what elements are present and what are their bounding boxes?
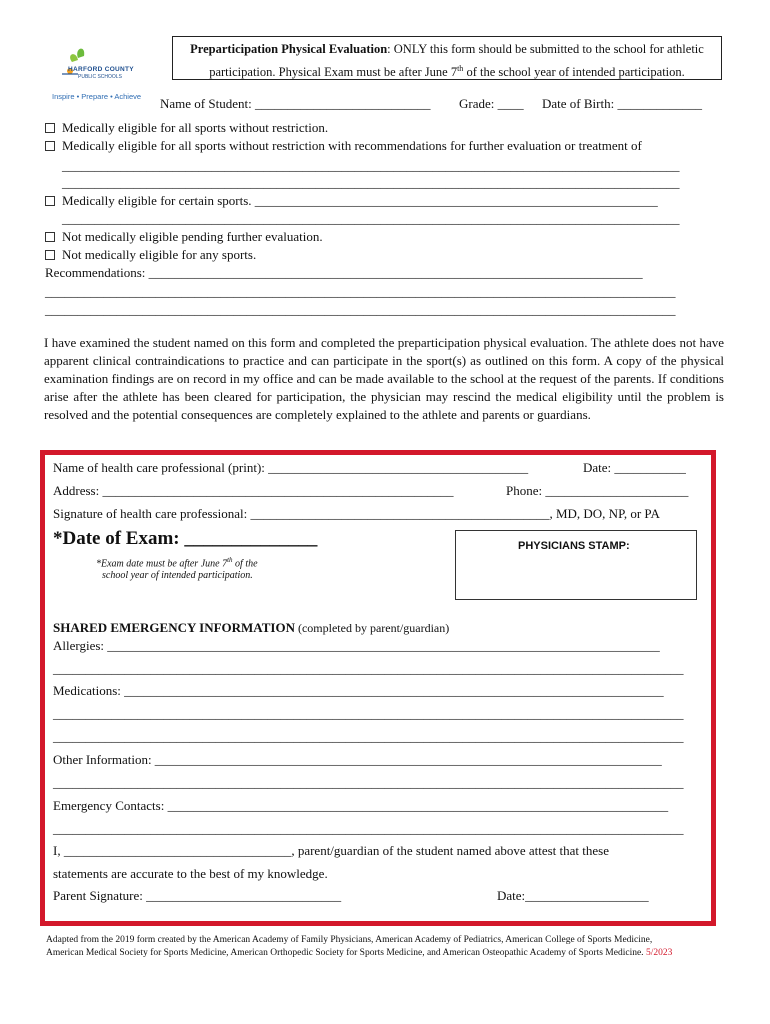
medications-field[interactable]: Medications: ___________________________________________________________________________________: [53, 683, 664, 698]
checkbox[interactable]: [45, 196, 55, 206]
blank-line[interactable]: _________________________________________________________________________________________________: [53, 821, 684, 836]
blank-line[interactable]: _________________________________________________________________________________________________: [45, 302, 676, 317]
parent-date-field[interactable]: Date:___________________: [497, 888, 649, 903]
dob-field[interactable]: Date of Birth: _____________: [542, 96, 702, 111]
provider-name-field[interactable]: Name of health care professional (print): ________________________________________: [53, 460, 529, 475]
option-eligible-with-recommendations[interactable]: [45, 138, 642, 154]
form-title-rest: : ONLY this form should be submitted to the school for athletic: [387, 42, 704, 56]
option-label: Medically eligible for all sports without restriction with recommendations for further evaluation or treatment of: [62, 138, 642, 153]
logo-tagline: Inspire • Prepare • Achieve: [52, 92, 142, 101]
student-name-field[interactable]: Name of Student: ___________________________: [160, 96, 431, 111]
emergency-heading: [53, 620, 449, 636]
date-of-exam-field[interactable]: *Date of Exam: ______________: [53, 528, 318, 549]
checkbox[interactable]: [45, 123, 55, 133]
attestation-text: statements are accurate to the best of my knowledge.: [53, 866, 328, 881]
option-not-eligible-any[interactable]: [45, 247, 256, 263]
form-title-line2-end: of the school year of intended participation.: [463, 65, 685, 80]
option-eligible-certain[interactable]: [45, 193, 658, 209]
superscript: th: [227, 556, 233, 564]
emergency-heading-note: (completed by parent/guardian): [294, 621, 450, 635]
option-label: Not medically eligible for any sports.: [62, 247, 257, 262]
form-title-box: [172, 36, 722, 80]
allergies-field[interactable]: Allergies: _____________________________________________________________________________________: [53, 638, 660, 653]
logo-name: HARFORD COUNTY: [68, 66, 134, 73]
blank-line[interactable]: _______________________________________________________________________________________________: [62, 175, 680, 190]
provider-address-field[interactable]: Address: ______________________________________________________: [53, 483, 454, 498]
option-not-eligible-pending[interactable]: [45, 229, 323, 245]
exam-date-note-line2: school year of intended participation.: [102, 570, 253, 581]
provider-signature-field[interactable]: Signature of health care professional: ______________________________________________, MD, DO, NP, or PA: [53, 506, 660, 521]
checkbox[interactable]: [45, 250, 55, 260]
form-title-line2: participation. Physical Exam must be after June 7: [209, 65, 458, 80]
logo-subtitle: PUBLIC SCHOOLS: [78, 74, 122, 80]
blank-line[interactable]: _________________________________________________________________________________________________: [53, 775, 684, 790]
blank-line[interactable]: _________________________________________________________________________________________________: [45, 284, 676, 299]
option-eligible-all[interactable]: [45, 120, 328, 136]
emergency-contacts-field[interactable]: Emergency Contacts: _____________________________________________________________________________: [53, 798, 669, 813]
option-label: Not medically eligible pending further evaluation.: [62, 229, 323, 244]
form-title: Preparticipation Physical Evaluation: [190, 42, 388, 56]
option-label: Medically eligible for all sports without restriction.: [62, 120, 329, 135]
other-information-field[interactable]: Other Information: ______________________________________________________________________________: [53, 752, 662, 767]
footer-credit-text: American Medical Society for Sports Medicine, American Orthopedic Society for Sports Medicine, and American Osteopathic Academy of Sports Medicine.: [46, 948, 644, 958]
option-label: Medically eligible for certain sports. ______________________________________________________________: [62, 193, 658, 208]
recommendations-field[interactable]: Recommendations: ____________________________________________________________________________: [45, 265, 643, 280]
blank-line[interactable]: _________________________________________________________________________________________________: [53, 661, 684, 676]
provider-date-field[interactable]: Date: ___________: [583, 460, 686, 475]
blank-line[interactable]: _______________________________________________________________________________________________: [62, 211, 680, 226]
physician-statement: I have examined the student named on this form and completed the preparticipation physical evaluation. The athlete does not have apparent clinical contraindications to practice and can participate in the sport(s) as outlined on this form. A copy of the physical examination findings are on record in my office and can be made available to the school at the request of the parents. If conditions arise after the athlete has been cleared for participation, the physician may rescind the medical eligibility until the problem is resolved and the potential consequences are completely explained to the athlete and parents or guardians.: [44, 335, 724, 422]
checkbox[interactable]: [45, 232, 55, 242]
blank-line[interactable]: _________________________________________________________________________________________________: [53, 706, 684, 721]
emergency-heading-title: SHARED EMERGENCY INFORMATION: [53, 620, 295, 635]
guardian-attestation-field[interactable]: I, ___________________________________, parent/guardian of the student named above attest that these: [53, 843, 609, 858]
blank-line[interactable]: _________________________________________________________________________________________________: [53, 729, 684, 744]
checkbox[interactable]: [45, 141, 55, 151]
footer-credit-line2: [46, 948, 672, 958]
physician-stamp-box[interactable]: [455, 530, 697, 600]
blank-line[interactable]: _______________________________________________________________________________________________: [62, 158, 680, 173]
note-text-end: of the: [232, 558, 258, 570]
exam-date-note: [96, 556, 258, 569]
note-text: *Exam date must be after June 7: [96, 558, 228, 570]
grade-field[interactable]: Grade: ____: [459, 96, 524, 111]
parent-signature-field[interactable]: Parent Signature: ______________________________: [53, 888, 342, 903]
footer-credit-line1: Adapted from the 2019 form created by the American Academy of Family Physicians, American Academy of Pediatrics, American College of Sports Medicine,: [46, 935, 653, 945]
stamp-label: PHYSICIANS STAMP:: [518, 540, 630, 552]
provider-phone-field[interactable]: Phone: ______________________: [506, 483, 689, 498]
revision-date: 5/2023: [645, 948, 673, 958]
superscript: th: [457, 64, 464, 73]
